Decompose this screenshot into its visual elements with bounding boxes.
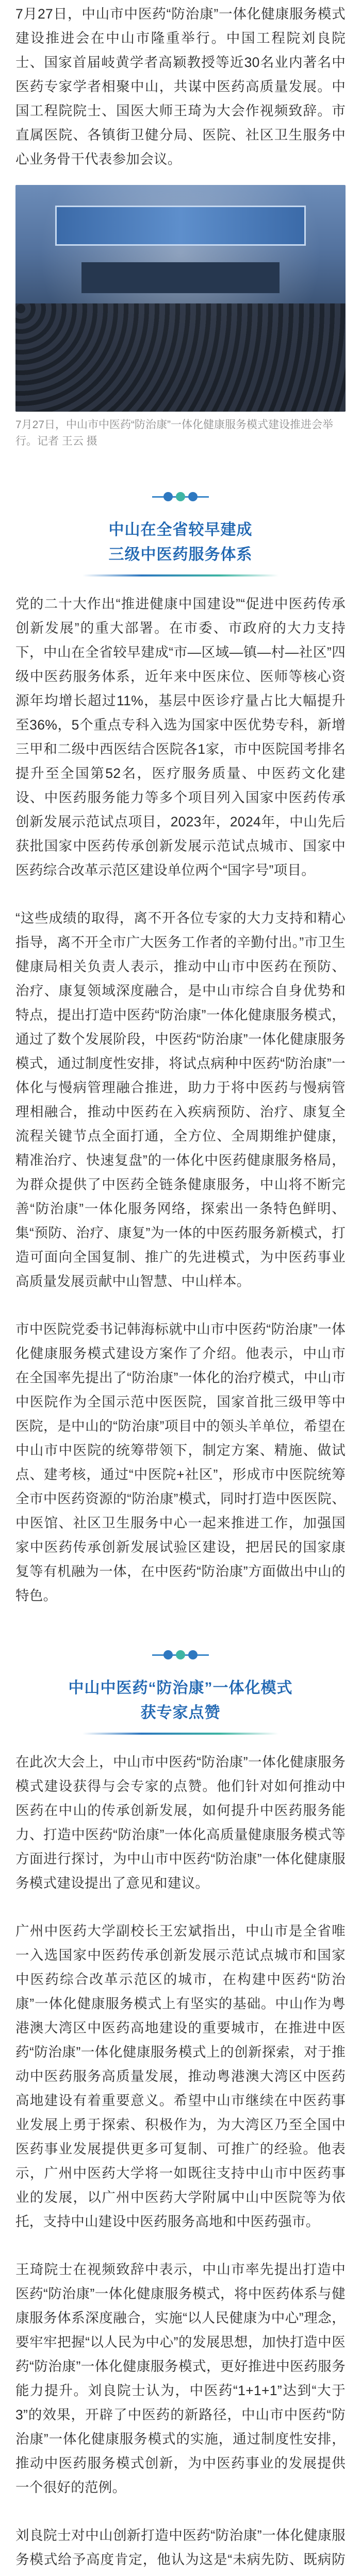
body-paragraph: 在此次大会上，中山市中医药“防治康”一体化健康服务模式建设获得与会专家的点赞。他们针对如何推动中医药在中山的传承创新发展，如何提升中医药服务能力、打造中医药“防治康”一体化高质量健康服务模式等方面进行探讨，为中山市中医药“防治康”一体化健康服务模式建设提出了意见和建议。 xyxy=(15,1754,346,1891)
conference-photo xyxy=(15,185,346,412)
section-title-line: 中山在全省较早建成 xyxy=(108,521,253,538)
section-heading-1 xyxy=(15,486,346,577)
intro-paragraph: 7月27日，中山市中医药“防治康”一体化健康服务模式建设推进会在中山市隆重举行。中国工程院刘良院士、国家首届岐黄学者高颖教授等近30名业内著名中医药专家学者相聚中山，共谋中医药高质量发展。中国工程院院士、国医大师王琦为大会作视频致辞。市直属医院、各镇街卫健分局、医院、社区卫生服务中心业务骨干代表参加会议。 xyxy=(15,6,346,167)
section-heading-2 xyxy=(15,1644,346,1735)
section-title-line: 获专家点赞 xyxy=(140,1704,221,1721)
section-title-line: 三级中医药服务体系 xyxy=(108,546,253,563)
heading-decoration-icon xyxy=(152,486,209,510)
section-title-line: 中山中医药“防治康”一体化模式 xyxy=(68,1680,293,1697)
heading-decoration-icon xyxy=(152,1644,209,1668)
audience xyxy=(15,303,346,412)
body-paragraph: 王琦院士在视频致辞中表示，中山市率先提出打造中医药“防治康”一体化健康服务模式，将中医药体系与健康服务体系深度融合，实施“以人民健康为中心”理念，要牢牢把握“以人民为中心”的发展思想，加快打造中医药“防治康”一体化健康服务模式，更好推进中医药服务能力提升。刘良院士认为，中医药“1+1+1”达到“大于3”的效果，开辟了中医药的新路径，中山市中医药“防治康”一体化健康服务模式的实施，通过制度性安排，推动中医药服务模式创新，为中医药事业的发展提供一个很好的范例。 xyxy=(15,2262,346,2495)
photo-caption: 7月27日，中山市中医药“防治康”一体化健康服务模式建设推进会举行。记者 王云 摄 xyxy=(15,419,334,447)
body-paragraph: 刘良院士对中山创新打造中医药“防治康”一体化健康服务模式给予高度肯定，他认为这是“未病先防、既病防 xyxy=(15,2528,346,2567)
body-paragraph: 市中医院党委书记韩海标就中山市中医药“防治康”一体化健康服务模式建设方案作了介绍。他表示，中山市在全国率先提出了“防治康”一体化的治疗模式，中山市中医院作为全国示范中医医院，国家首批三级甲等中医院，是中山的“防治康”项目中的领头羊单位，希望在中山市中医院的统筹带领下，制定方案、精施、做试点、建考核，通过“中医院+社区”，形成市中医院统筹全市中医药资源的“防治康”模式，同时打造中医医院、中医馆、社区卫生服务中心一起来推进工作，加强国家中医药传承创新发展试验区建设，把居民的国家康复等有机融为一体，在中医药“防治康”方面做出中山的特色。 xyxy=(15,1321,346,1603)
stage xyxy=(81,262,280,293)
body-paragraph: “这些成绩的取得，离不开各位专家的大力支持和精心指导，离不开全市广大医务工作者的辛勤付出。”市卫生健康局相关负责人表示，推动中山市中医药在预防、治疗、康复领域深度融合，是中山市综合自身优势和特点，提出打造中医药“防治康”一体化健康服务模式，通过了数个发展阶段，中医药“防治康”一体化健康服务模式，通过制度性安排，将试点病种中医药“防治康”一体化与慢病管理融合推进，助力于将中医药与慢病管理相融合，推动中医药在入疾病预防、治疗、康复全流程关键节点全面打通，全方位、全周期维护健康，精准治疗、快速复盘”的一体化中医药健康服务格局，为群众提供了中医药全链条健康服务，中山将不断完善“防治康”一体化服务网络，探索出一条特色鲜明、集“预防、治疗、康复”为一体的中医药服务新模式，打造可面向全国复制、推广的先进模式，为中医药事业高质量发展贡献中山智慧、中山样本。 xyxy=(15,910,346,1289)
body-paragraph: 党的二十大作出“推进健康中国建设”“促进中医药传承创新发展”的重大部署。在市委、市政府的大力支持下，中山在全省较早建成“市—区域—镇—村—社区”四级中医药服务体系，近年来中医床位、医师等核心资源年均增长超过11%，基层中医诊疗量占比大幅提升至36%，5个重点专科入选为国家中医优势专科，新增三甲和二级中西医结合医院各1家，市中医院国考排名提升至全国第52名，医疗服务质量、中医药文化建设、中医药服务能力等多个项目列入国家中医药传承创新发展示范试点项目，2023年，2024年，中山先后获批国家中医药传承创新发展示范试点城市、国家中医药综合改革示范区建设单位两个“国字号”项目。 xyxy=(15,596,346,878)
body-paragraph: 广州中医药大学副校长王宏斌指出，中山市是全省唯一入选国家中医药传承创新发展示范试点城市和国家中医药综合改革示范区的城市，在构建中医药“防治康”一体化健康服务模式上有坚实的基础。中山作为粤港澳大湾区中医药高地建设的重要城市，在推进中医药“防治康”一体化健康服务模式上的创新探索，对于推动中医药服务高质量发展，推动粤港澳大湾区中医药高地建设有着重要意义。希望中山市继续在中医药事业发展上勇于探索、积极作为，为大湾区乃至全国中医药事业发展提供更多可复制、可推广的经验。他表示，广州中医药大学将一如既往支持中山市中医药事业的发展，以广州中医药大学附属中山中医院等为依托，支持中山建设中医药服务高地和中医药强市。 xyxy=(15,1923,346,2229)
stage-banner xyxy=(55,206,306,246)
